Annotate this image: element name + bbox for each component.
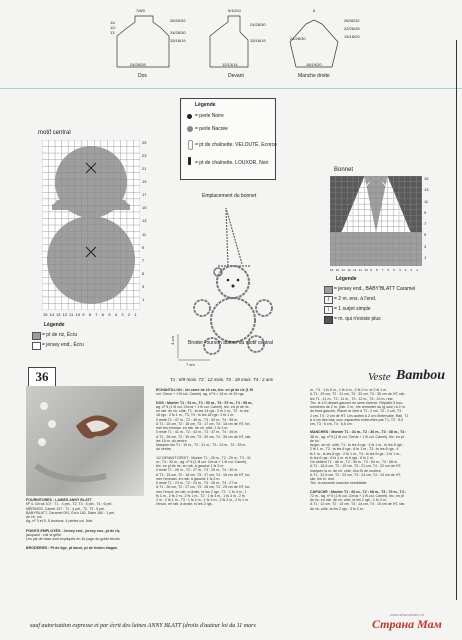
bonnet-col-labels <box>330 268 422 274</box>
col2-line: cm, T3 : 6 cm, T4 : 6,5 cm. <box>310 422 353 426</box>
points-1: jacquard : voir la grille. <box>26 532 62 537</box>
points-0: POINTS EMPLOYÉS : Jersey end., jersey env., pt de riz, <box>26 528 121 533</box>
manche-bottom: 18/19/20 <box>306 62 322 67</box>
col2-line: 72 m., ag. nº 5 (1 fil col. Cirrus + 1 fil col. Camel), tric. en pt <box>310 493 404 498</box>
bonnet-row-label: 11 <box>424 198 429 204</box>
bonnet-legend-2: = 1 surjet simple <box>334 306 371 312</box>
col1-line: col. Cirrus + 1 fil col. Camel), ag. nº 5 = 16 m. et 29 rgs. <box>156 392 245 397</box>
bonnet-col-label: 4 <box>399 268 401 272</box>
dos-bottom: 24/26/28 <box>130 62 146 67</box>
bear-dim-horizontal: 7 cm <box>186 362 195 367</box>
motif-row-label: 23 <box>142 153 147 159</box>
col1-line: mer l'emman. en rab. à gauche 1 fs 3 m. <box>156 476 221 481</box>
instructions-col-1 <box>156 388 304 618</box>
fournitures-4: de ch. col. <box>26 515 43 519</box>
seed-stitch-swatch <box>32 332 41 340</box>
motif-legend-1: = jersey end., Écru <box>42 342 84 348</box>
bonnet-row-label: 1 <box>424 254 427 260</box>
col1-line: A T1 : 26 cm, T2 : 27 cm, T3 : 28 cm, T4 : 29 cm de HT, for- <box>156 485 251 490</box>
motif-col-label: 10 <box>75 312 81 317</box>
motif-col-label: 1 <box>134 312 137 317</box>
devant-label: Devant <box>228 73 244 79</box>
col1-line: 1/2 DEVANT DROIT : Monter T1 : 28 m., T2 : 29 m., T3 : 31 <box>156 455 251 460</box>
col2-line: A T1 : 12 cm, T2 : 13 cm, T3 : 14 cm, T4 : 15 cm de HT, rab. <box>310 502 406 507</box>
col1-line: Il reste T1 : 23 m., T2 : 24 m., T3 : 26 m., T4 : 27 m. <box>156 481 239 485</box>
black-bead-icon <box>187 114 192 119</box>
watermark: Страна Мам <box>372 617 442 631</box>
motif-col-label: 3 <box>121 312 124 317</box>
motif-row-label: 21 <box>142 166 147 172</box>
manche-left: 24/28/30 <box>290 36 306 41</box>
col1-line: les 15 m. du centre. <box>156 438 188 443</box>
col1-line: 2 m., 2 fs 1 m., T3 : 1 fs 4 m., 1 fs 3 m., 2 fs 2 m., 2 fs 1 m. <box>156 498 249 502</box>
col2-line: On obtient T1 : 46 m., T2 : 50 m., T3 : 54 m., T4 : 58 m. <box>310 460 399 464</box>
motif-row-labels <box>142 140 152 310</box>
dos-l2: 12/ <box>110 25 116 30</box>
col2-line: 2 cm, T4 : 2 cm de HT. Les autres à 2 cm d'intervalle. Rab. T1 <box>310 413 409 418</box>
fournitures-0: FOURNITURES : LAINES ANNY BLATT <box>26 498 92 502</box>
col2-line: Tric. le 1/2 devant gauche en sens inverse. Répartir 5 bou- <box>310 400 404 405</box>
bonnet-legend-3: = m. qui n'existe plus <box>334 316 381 322</box>
fournitures-3: BABY'BLATT, Caramel 091, Écru 182, Daim 160 : 1 pel. <box>26 510 115 515</box>
dos-r2: 24/28/30 <box>170 30 186 35</box>
bear-caption: Broder l'ourson autour du motif central <box>188 340 273 346</box>
dos-label: Dos <box>138 73 147 79</box>
col2-line: de riz. <box>310 438 320 443</box>
chain-noir-icon <box>188 157 191 165</box>
col2-line: ts les 6 rgs : 6 fs 1 m. et 6 rgs : 6 fs 1 m. <box>310 455 374 460</box>
motif-col-label: 9 <box>82 312 85 317</box>
dos-l1: 11/ <box>110 20 116 25</box>
motif-col-label: 5 <box>108 312 111 317</box>
bonnet-legend-title: Légende <box>336 276 357 282</box>
col1-line: A T1 : 26 cm, T2 : 30 cm, T3 : 30 cm, T4 : 35 cm de HT, rab. <box>156 434 252 439</box>
motif-legend-0: = pt de riz, Écru <box>42 332 78 338</box>
bonnet-col-label: 5 <box>393 268 395 272</box>
bear-dim-vertical: 4 cm <box>169 336 175 345</box>
bonnet-col-label: 11 <box>358 268 362 272</box>
dos-r3: 15/18/19 <box>170 38 186 43</box>
motif-col-label: 12 <box>62 312 68 317</box>
col2-line: A T1 : 18,5 cm, T2 : 19 cm, T3 : 21 cm, T4 : 22 cm de HT, <box>310 464 402 469</box>
motif-col-label: 14 <box>49 312 54 317</box>
pattern-title-pre: Veste <box>368 371 391 383</box>
motif-col-labels <box>42 312 140 318</box>
broderies: BRODERIES : Pt de tige, pt lancé, pt de feston élagué. <box>26 546 119 551</box>
fournitures-block <box>26 498 152 618</box>
col1-line: Il reste T1 : 47 m., T2 : 49 m., T3 : 53 m., T4 : 55 m. <box>156 417 239 422</box>
col2-line: rab. les m. rest. <box>310 477 335 481</box>
motif-row-label: 25 <box>142 140 147 145</box>
points-2: Les pts de base sont expliqués en 3e page du guide tricots. <box>26 537 121 541</box>
devant-r1: 24/28/30 <box>250 22 266 27</box>
legend-top-item-2: = pt de chaînette. VELOUTÉ, Ecorce <box>195 142 277 148</box>
col2-line: A T1 : 29 cm, T2 : 31 cm, T3 : 33 cm, T4 : 35 cm de HT, rab. <box>310 392 406 397</box>
col2-line: Tric. la seconde manche semblable. <box>310 481 368 486</box>
motif-legend-box <box>30 320 116 356</box>
col2-line: du bord gauche. Placer la 1ère à T1 : 2 cm, T2 : 2 cm, T3 : <box>310 409 404 414</box>
bonnet-row-label: 9 <box>424 209 427 215</box>
motif-row-label: 11 <box>142 231 147 237</box>
motif-row-label: 17 <box>142 192 147 198</box>
bonnet-row-label: 15 <box>424 176 429 181</box>
col1-line: ag. nº 5 (1 fil col. Cirrus + 1 fil col. Camel), tric. en pt de riz, <box>156 404 250 409</box>
bonnet-col-label: 3 <box>404 268 407 272</box>
col2-line: de riz, en rab. de ch. côté, ts les 2 rgs : 1 fs 3 m. <box>310 498 387 502</box>
bonnet-row-label: 13 <box>424 187 429 193</box>
watermark-sub: www.stranamam.ru <box>390 612 425 617</box>
motif-row-label: 7 <box>142 257 145 263</box>
sweater-photo <box>26 386 144 496</box>
bonnet-col-label: 9 <box>370 268 372 272</box>
bonnet-col-label: 6 <box>387 268 390 272</box>
manche-r1: 26/30/32 <box>344 18 360 23</box>
k2tog-icon: / <box>324 296 333 304</box>
col2-line: MANCHES : Monter T1 : 34 m., T2 : 36 m., T3 : 38 m., T4 : <box>310 430 407 435</box>
schematics-row <box>0 0 462 90</box>
col1-line: l'encol. en rab. à droite, ts les 2 rgs. <box>156 502 213 507</box>
motif-col-label: 6 <box>101 312 105 317</box>
devant-bottom: 12/13/14 <box>222 62 238 67</box>
motif-row-label: 19 <box>142 179 147 185</box>
col1-line: m., T4 : 32 m., ag. nº 5 (1 fil col. Cirrus + 1 fil col. Camel), <box>156 459 248 464</box>
chain-ecorce-icon <box>188 140 193 150</box>
col2-line: les T1 : 11 m., T2 : 11 m., T3 : 12 m., T4 : 13 m. rest. <box>310 396 394 401</box>
no-stitch-swatch <box>324 316 333 324</box>
caramel-swatch <box>324 286 333 294</box>
legend-top-title: Légende <box>195 102 216 108</box>
col2-line: m., T4 : 1 fs 5 m., 1 fs 4 m., 2 fs 2 m. et 2 fs 1 m. <box>310 388 388 392</box>
bonnet-grid <box>330 176 422 266</box>
col2-line: à 4 cm des bas, suiv. espacées entre-elles par T1, T2 : 5,5 <box>310 417 404 422</box>
stockinette-swatch <box>32 342 41 350</box>
motif-col-label: 2 <box>127 312 131 317</box>
bonnet-row-label: 5 <box>424 232 427 238</box>
right-edge-line <box>456 40 457 600</box>
manche-r3: 15/18/20 <box>344 34 360 39</box>
bonnet-legend-0: = jersey end., BABY'BLATT Caramel <box>334 286 416 292</box>
legend-top-box <box>180 98 276 180</box>
col2-line: marquer la m. de ch. côté, d'un fil de couleur. <box>310 468 382 473</box>
manche-top: 6 <box>313 8 316 13</box>
motif-row-label: 3 <box>142 283 145 289</box>
motif-row-label: 1 <box>142 296 145 302</box>
col1-line: tric. en pt de riz, en rab. à gauche 1 fs 3 m. <box>156 464 225 468</box>
col2-line: A T1 : 22,5 cm, T2 : 23 cm, T3 : 24 cm, T4 : 24 cm de HT, <box>310 472 402 477</box>
dos-l3: 13 <box>110 30 115 35</box>
motif-col-label: 8 <box>88 312 91 317</box>
col1-line: du centre. <box>156 447 172 452</box>
bonnet-col-label: 16 <box>330 268 334 272</box>
motif-row-label: 15 <box>142 205 147 211</box>
col2-line: de ch. côté, ts les 2 rgs : 3 fs 3 m. <box>310 506 364 511</box>
motif-col-label: 4 <box>114 312 118 317</box>
col1-line: Il reste T1 : 26 m., T2 : 27 m., T3 : 29 m., T4 : 30 m. <box>156 468 239 473</box>
pattern-sizes: T1 : 6/9 mois. T2 : 12 mois. T3 : 18 mois. T4 : 2 ans <box>170 377 274 382</box>
fournitures-2: MÉRINOS, Camel 137 : T1 : 4 pel., T2, T3 : 5 pel. <box>26 506 106 511</box>
footer-text: sauf autorisation expresse et par écrit des laines ANNY BLATT (droits d'auteur loi du 11 mars <box>30 623 256 629</box>
col2-line: 38 m., ag. nº 5 (1 fil col. Cirrus + 1 fil col. Camel), tric. en pt <box>310 434 404 439</box>
motif-col-label: 13 <box>56 312 61 317</box>
skp-icon: \ <box>324 306 333 314</box>
motif-row-label: 13 <box>142 218 147 224</box>
pattern-title: Bambou <box>396 368 446 383</box>
bonnet-col-label: 15 <box>335 268 340 272</box>
bonnet-col-label: 12 <box>353 268 357 272</box>
col2-line: 2 fs 1 m., T2 : ts les 6 rgs : 6 fs 1 m., T3 : ts les 6 rgs : 4 <box>310 447 399 452</box>
bonnet-diagram-title: Emplacement du bonnet <box>202 193 257 199</box>
col1-line: en rab. de ch. côté, T1 : ts les 14 rgs : 2 fs 1 m., T2 : ts les <box>156 409 249 413</box>
motif-col-label: 15 <box>43 312 48 317</box>
col1-line: 16 rgs : 2 fs 1 m., T3, T4 : ts les 18 rgs : 2 fs 1 m. <box>156 413 235 418</box>
col1-line: A T1 : 15 cm, T2 : 16 cm, T3 : 17 cm, T4 : 18 cm de HT, for- <box>156 421 251 426</box>
bonnet-col-label: 14 <box>341 268 345 272</box>
pattern-number: 36 <box>28 367 56 387</box>
motif-col-label: 11 <box>69 312 74 317</box>
col1-line: Marquer les T1 : 19 m., T2 : 21 m., T3 : 23 m., T4 : 25 m. <box>156 443 247 447</box>
bonnet-row-labels <box>424 176 434 266</box>
bonnet-col-label: 8 <box>376 268 378 272</box>
bonnet-col-label: 1 <box>416 268 418 272</box>
manche-r2: 22/26/28 <box>344 26 360 31</box>
col1-line: A T1 : 15 cm, T2 : 16 cm, T3 : 17 cm, T4 : 18 cm de HT, for- <box>156 472 251 477</box>
instructions-col-2 <box>310 388 456 618</box>
bonnet-row-label: 3 <box>424 243 427 249</box>
motif-row-label: 5 <box>142 270 145 276</box>
col2-line: CAPUCHE : Monter T1 : 66 m., T2 : 68 m., T3 : 70 m., T4 : <box>310 489 407 494</box>
fournitures-5: Ag. nº 3 et 5, 5 boutons, 4 perles col. Noir. <box>26 519 94 524</box>
pearl-bead-icon <box>187 126 193 132</box>
devant-top: 9/10/11 <box>228 8 242 13</box>
legend-top-item-3: = pt de chaînette. LOUXOR, Noir <box>195 160 269 166</box>
bonnet-row-label: 7 <box>424 221 427 226</box>
fournitures-1: Nº 4, Cirrus 107 : T1 : 4 pel., T2, T3 : 5 pel., T4 : 6 pel. <box>26 502 113 507</box>
top-divider <box>0 88 462 89</box>
motif-title: motif central <box>38 130 71 136</box>
dos-top: 7/8/9 <box>136 8 145 13</box>
manche-label: Manche droite <box>298 73 330 79</box>
col1-line: mer les emman. en rab. de ch. côté, 1 fs 3 m. <box>156 426 229 430</box>
motif-grid <box>42 140 140 310</box>
motif-legend-title: Légende <box>44 322 65 328</box>
bonnet-legend-1: = 2 m. ens. à l'end. <box>334 296 377 302</box>
dos-r1: 26/30/32 <box>170 18 186 23</box>
bonnet-col-label: 2 <box>410 268 413 272</box>
col2-line: tonnières de 2 m. (rab. 2 m., les remonter au rg suiv.) à 2 m. <box>310 405 406 409</box>
legend-top-item-1: = perle Nacrée <box>195 126 228 132</box>
col2-line: Augm. de ch. côté, T1 : ts les 6 rgs : 4 fs 1 m., ts les 8 rgs : <box>310 443 404 447</box>
col1-line: ÉCHANTILLON : Un carré de 10 cm, tric. en pt de riz (1 fil <box>156 388 253 392</box>
bonnet-title: Bonnet <box>334 167 354 173</box>
bonnet-legend-box <box>322 276 432 328</box>
col2-line: fs 1 m., ts les 8 rgs : 2 fs 1 m., T4 : ts les 6 rgs : 2 fs 1 m., <box>310 451 402 456</box>
legend-top-item-0: = perle Noire <box>195 113 224 119</box>
col1-line: mer l'encol. en rab. à droite, ts les 2 rgs : T1 : 1 fs 4 m., 1 <box>156 489 247 494</box>
bonnet-col-label: 10 <box>364 268 368 272</box>
col1-line: fs 3 m., 2 fs 2 m., 2 fs 1 m., T2 : 1 fs 4 m., 1 fs 3 m., 2 fs <box>156 493 245 498</box>
motif-col-label: 7 <box>95 312 98 317</box>
col1-line: DOS : Monter T1 : 51 m., T2 : 53 m., T3 : 57 m., T4 : 59 m., <box>156 400 254 405</box>
devant-r2: 15/18/19 <box>250 38 266 43</box>
bonnet-col-label: 7 <box>381 268 384 272</box>
motif-row-label: 9 <box>142 244 145 250</box>
bonnet-col-label: 13 <box>347 268 351 272</box>
col1-line: Il reste T1 : 41 m., T2 : 43 m., T3 : 47 m., T4 : 49 m. <box>156 430 239 435</box>
